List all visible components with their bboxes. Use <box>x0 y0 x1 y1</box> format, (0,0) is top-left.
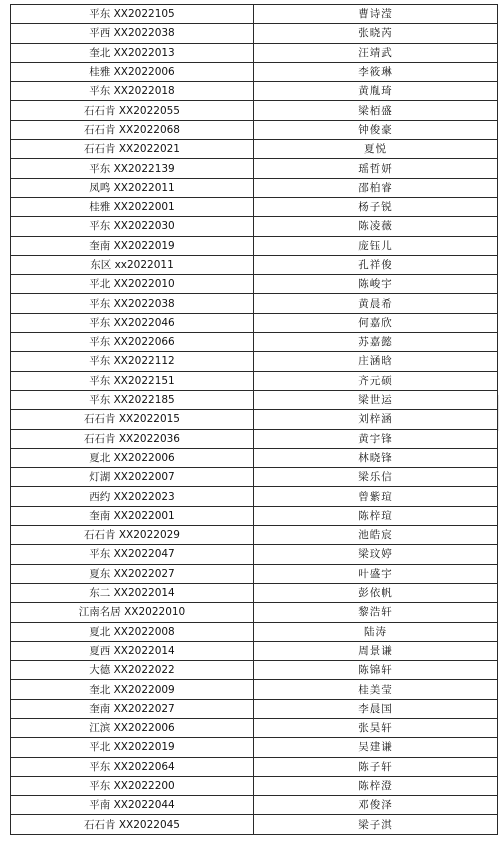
roster-sheet <box>10 4 495 835</box>
table-row <box>11 622 498 641</box>
table-row <box>11 5 498 24</box>
student-name-cell: 陈凌薇 <box>254 217 498 236</box>
region-code-cell: 石石肯 XX2022055 <box>11 101 254 120</box>
region-code-cell: 奎南 XX2022019 <box>11 236 254 255</box>
region-code-cell: 平西 XX2022038 <box>11 24 254 43</box>
student-name-cell: 黎浩轩 <box>254 603 498 622</box>
student-name-cell: 叶盛宇 <box>254 564 498 583</box>
table-row <box>11 718 498 737</box>
student-name-cell: 梁乐信 <box>254 468 498 487</box>
region-code-cell: 夏西 XX2022014 <box>11 641 254 660</box>
region-code-cell: 奎北 XX2022009 <box>11 680 254 699</box>
student-name-cell: 邓俊泽 <box>254 796 498 815</box>
region-code-cell: 灯湖 XX2022007 <box>11 468 254 487</box>
table-row <box>11 159 498 178</box>
student-name-cell: 何嘉欣 <box>254 313 498 332</box>
roster-table <box>10 4 498 835</box>
region-code-cell: 桂雅 XX2022001 <box>11 197 254 216</box>
student-name-cell: 刘梓涵 <box>254 410 498 429</box>
table-row <box>11 815 498 834</box>
student-name-cell: 桂美莹 <box>254 680 498 699</box>
student-name-cell: 苏嘉懿 <box>254 333 498 352</box>
region-code-cell: 平北 XX2022019 <box>11 738 254 757</box>
region-code-cell: 桂雅 XX2022006 <box>11 62 254 81</box>
student-name-cell: 齐元硕 <box>254 371 498 390</box>
region-code-cell: 平东 XX2022046 <box>11 313 254 332</box>
table-row <box>11 757 498 776</box>
region-code-cell: 夏北 XX2022006 <box>11 448 254 467</box>
region-code-cell: 江滨 XX2022006 <box>11 718 254 737</box>
region-code-cell: 石石肯 XX2022029 <box>11 526 254 545</box>
student-name-cell: 黄晨希 <box>254 294 498 313</box>
table-row <box>11 333 498 352</box>
table-row <box>11 776 498 795</box>
table-row <box>11 197 498 216</box>
table-row <box>11 545 498 564</box>
student-name-cell: 张昊轩 <box>254 718 498 737</box>
student-name-cell: 李晨国 <box>254 699 498 718</box>
region-code-cell: 石石肯 XX2022068 <box>11 120 254 139</box>
table-row <box>11 410 498 429</box>
table-row <box>11 699 498 718</box>
table-row <box>11 448 498 467</box>
table-row <box>11 178 498 197</box>
region-code-cell: 奎南 XX2022001 <box>11 506 254 525</box>
student-name-cell: 梁栢盛 <box>254 101 498 120</box>
table-row <box>11 236 498 255</box>
region-code-cell: 平东 XX2022185 <box>11 390 254 409</box>
student-name-cell: 孔祥俊 <box>254 255 498 274</box>
region-code-cell: 平东 XX2022038 <box>11 294 254 313</box>
region-code-cell: 石石肯 XX2022021 <box>11 140 254 159</box>
student-name-cell: 钟俊豪 <box>254 120 498 139</box>
student-name-cell: 张晓芮 <box>254 24 498 43</box>
student-name-cell: 邵柏睿 <box>254 178 498 197</box>
table-row <box>11 352 498 371</box>
student-name-cell: 黄胤琦 <box>254 82 498 101</box>
region-code-cell: 石石肯 XX2022015 <box>11 410 254 429</box>
student-name-cell: 陈锦轩 <box>254 661 498 680</box>
region-code-cell: 江南名居 XX2022010 <box>11 603 254 622</box>
student-name-cell: 梁子淇 <box>254 815 498 834</box>
table-row <box>11 564 498 583</box>
table-row <box>11 796 498 815</box>
region-code-cell: 平东 XX2022105 <box>11 5 254 24</box>
region-code-cell: 平南 XX2022044 <box>11 796 254 815</box>
student-name-cell: 梁玟婷 <box>254 545 498 564</box>
student-name-cell: 陈子轩 <box>254 757 498 776</box>
table-row <box>11 294 498 313</box>
region-code-cell: 西约 XX2022023 <box>11 487 254 506</box>
table-row <box>11 43 498 62</box>
table-row <box>11 82 498 101</box>
table-row <box>11 583 498 602</box>
table-row <box>11 603 498 622</box>
region-code-cell: 平东 XX2022200 <box>11 776 254 795</box>
table-row <box>11 680 498 699</box>
student-name-cell: 周景谦 <box>254 641 498 660</box>
student-name-cell: 夏悦 <box>254 140 498 159</box>
table-row <box>11 275 498 294</box>
region-code-cell: 平东 XX2022066 <box>11 333 254 352</box>
student-name-cell: 李筱琳 <box>254 62 498 81</box>
region-code-cell: 平东 XX2022139 <box>11 159 254 178</box>
student-name-cell: 曹诗滢 <box>254 5 498 24</box>
region-code-cell: 平北 XX2022010 <box>11 275 254 294</box>
table-row <box>11 62 498 81</box>
region-code-cell: 奎南 XX2022027 <box>11 699 254 718</box>
region-code-cell: 夏北 XX2022008 <box>11 622 254 641</box>
region-code-cell: 石石肯 XX2022045 <box>11 815 254 834</box>
student-name-cell: 池皓宸 <box>254 526 498 545</box>
region-code-cell: 平东 XX2022112 <box>11 352 254 371</box>
student-name-cell: 曾紫瑄 <box>254 487 498 506</box>
table-row <box>11 255 498 274</box>
student-name-cell: 陈梓瑄 <box>254 506 498 525</box>
region-code-cell: 平东 XX2022018 <box>11 82 254 101</box>
student-name-cell: 陈峻宇 <box>254 275 498 294</box>
student-name-cell: 彭依帆 <box>254 583 498 602</box>
student-name-cell: 陈梓澄 <box>254 776 498 795</box>
roster-table-body <box>11 5 498 835</box>
region-code-cell: 平东 XX2022047 <box>11 545 254 564</box>
table-row <box>11 390 498 409</box>
page-edge-mark <box>495 395 499 431</box>
student-name-cell: 汪靖武 <box>254 43 498 62</box>
table-row <box>11 24 498 43</box>
student-name-cell: 吴建谦 <box>254 738 498 757</box>
table-row <box>11 526 498 545</box>
table-row <box>11 429 498 448</box>
table-row <box>11 313 498 332</box>
student-name-cell: 庄涵晗 <box>254 352 498 371</box>
student-name-cell: 林晓锋 <box>254 448 498 467</box>
region-code-cell: 大德 XX2022022 <box>11 661 254 680</box>
region-code-cell: 奎北 XX2022013 <box>11 43 254 62</box>
table-row <box>11 371 498 390</box>
region-code-cell: 凤鸣 XX2022011 <box>11 178 254 197</box>
student-name-cell: 杨子锐 <box>254 197 498 216</box>
region-code-cell: 夏东 XX2022027 <box>11 564 254 583</box>
table-row <box>11 120 498 139</box>
region-code-cell: 东区 xx2022011 <box>11 255 254 274</box>
table-row <box>11 487 498 506</box>
student-name-cell: 庞钰儿 <box>254 236 498 255</box>
student-name-cell: 梁世运 <box>254 390 498 409</box>
region-code-cell: 东二 XX2022014 <box>11 583 254 602</box>
region-code-cell: 平东 XX2022030 <box>11 217 254 236</box>
table-row <box>11 468 498 487</box>
student-name-cell: 瑶哲妍 <box>254 159 498 178</box>
student-name-cell: 黄宇锋 <box>254 429 498 448</box>
region-code-cell: 石石肯 XX2022036 <box>11 429 254 448</box>
student-name-cell: 陆涛 <box>254 622 498 641</box>
table-row <box>11 140 498 159</box>
table-row <box>11 506 498 525</box>
region-code-cell: 平东 XX2022064 <box>11 757 254 776</box>
region-code-cell: 平东 XX2022151 <box>11 371 254 390</box>
table-row <box>11 101 498 120</box>
table-row <box>11 641 498 660</box>
table-row <box>11 217 498 236</box>
table-row <box>11 738 498 757</box>
table-row <box>11 661 498 680</box>
